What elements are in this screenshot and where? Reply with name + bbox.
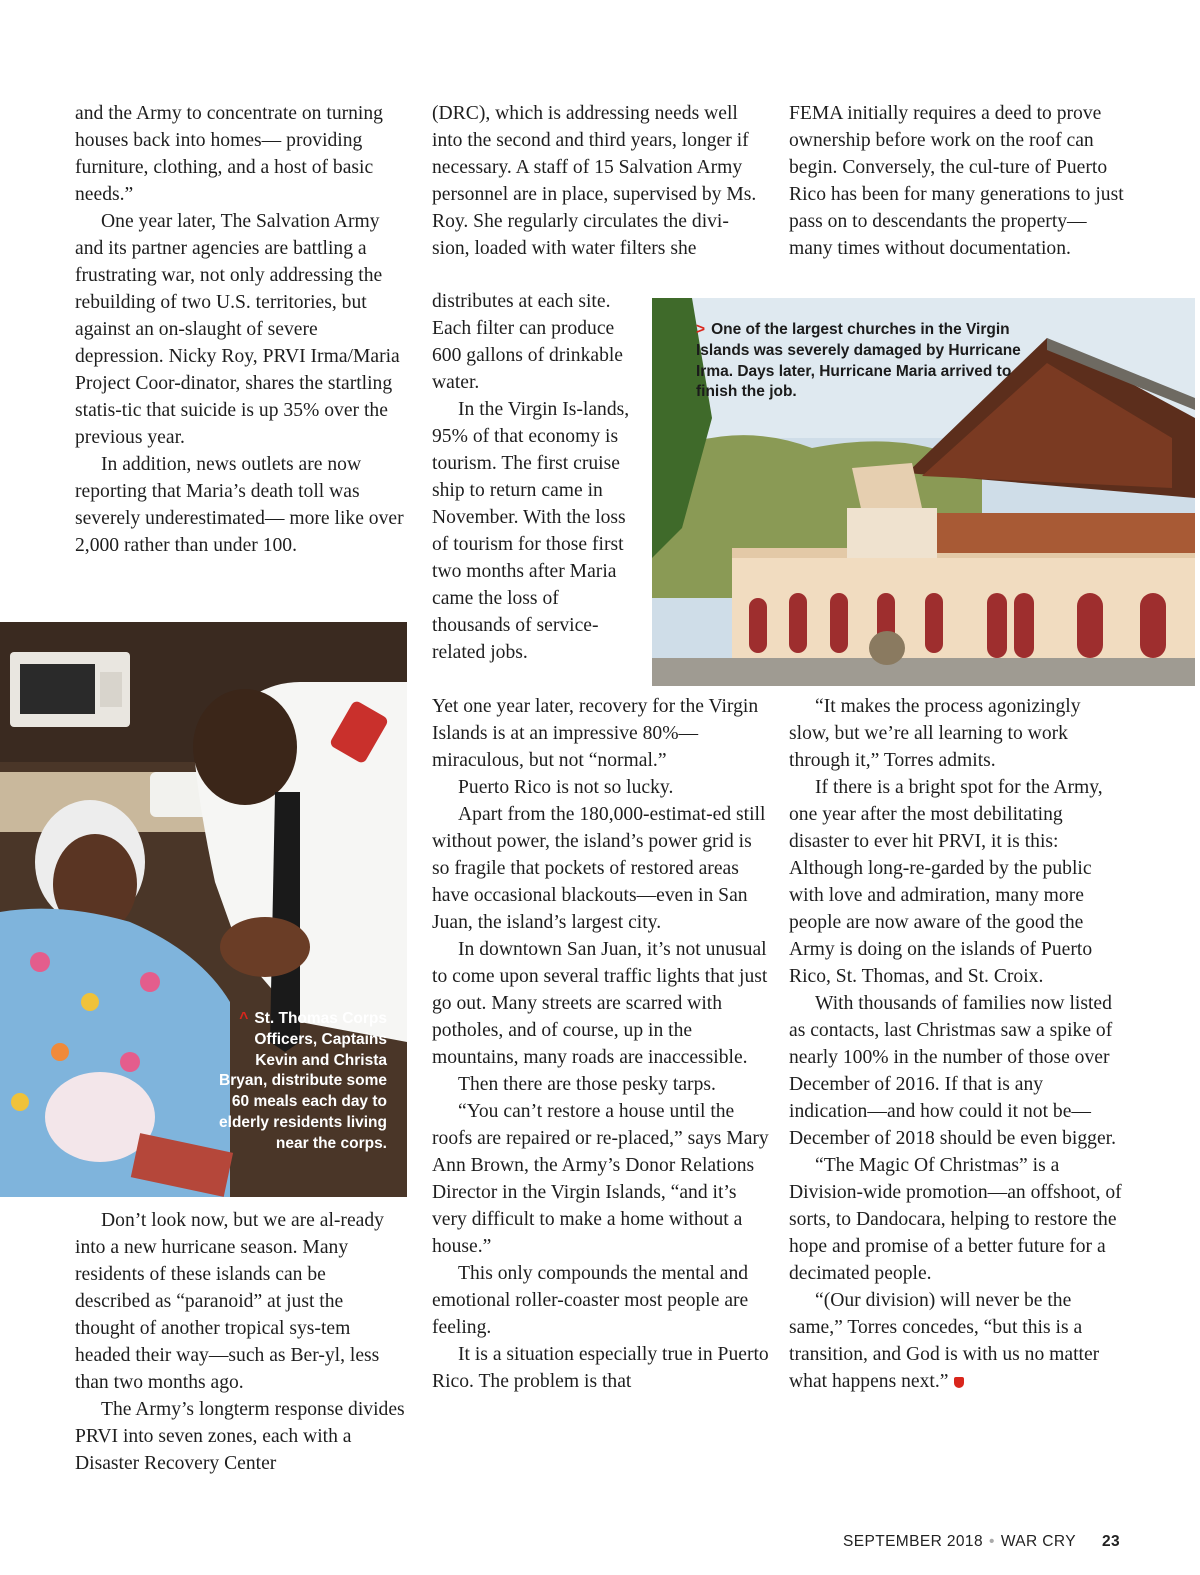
paragraph: “It makes the process agonizingly slow, but we’re all learning to work through it,” Torres admits.: [789, 696, 1081, 771]
separator-dot-icon: •: [988, 1533, 995, 1550]
paragraph: This only compounds the mental and emotional roller-coaster most people are feeling.: [432, 1263, 749, 1338]
paragraph: “You can’t restore a house until the roofs are repaired or re-placed,” says Mary Ann Brown, the Army’s Donor Relations Director in the Virgin Islands, “and it’s very difficult to make a home without a house.”: [432, 1101, 769, 1257]
paragraph: “(Our division) will never be the same,” Torres concedes, “but this is a transition, and God is with us no matter what happens next.”: [789, 1290, 1100, 1392]
paragraph: Yet one year later, recovery for the Virgin Islands is at an impressive 80%—miraculous, but not “normal.”: [432, 696, 759, 771]
paragraph: (DRC), which is addressing needs well into the second and third years, longer if necessary. A staff of 15 Salvation Army personnel are in place, supervised by Ms. Roy. She regularly circulates the divi-sion, loaded with water filters she: [432, 103, 757, 259]
paragraph: distributes at each site. Each filter can produce 600 gallons of drinkable water.: [432, 291, 624, 393]
column-1-bottom: [75, 1207, 405, 1477]
paragraph: One year later, The Salvation Army and its partner agencies are battling a frustrating war, not only addressing the rebuilding of two U.S. territories, but against an on-slaught of severe depression. Nicky Roy, PRVI Irma/Maria Project Coor-dinator, shares the startling statis-tic that suicide is up 35% over the previous year.: [75, 211, 400, 448]
column-2-bottom: [432, 693, 772, 1395]
end-mark-icon: [954, 1377, 964, 1388]
paragraph: Apart from the 180,000-estimat-ed still without power, the island’s power grid is so fragile that pockets of restored areas have occasional blackouts—even in San Juan, the island’s largest city.: [432, 804, 766, 933]
paragraph: In addition, news outlets are now reporting that Maria’s death toll was severely underestimated— more like over 2,000 rather than under 100.: [75, 454, 404, 556]
paragraph: FEMA initially requires a deed to prove ownership before work on the roof can begin. Conversely, the cul-ture of Puerto Rico has been for many generations to just pass on to descendants the property—many times without documentation.: [789, 103, 1124, 259]
page-number: 23: [1101, 1533, 1120, 1550]
paragraph: The Army’s longterm response divides PRVI into seven zones, each with a Disaster Recovery Center: [75, 1399, 405, 1474]
page-footer: [843, 1533, 1120, 1551]
paragraph: In downtown San Juan, it’s not unusual to come upon several traffic lights that just go out. Many streets are scarred with potholes, and of course, up in the mountains, many roads are inaccessible.: [432, 939, 768, 1068]
column-2-top: [432, 100, 762, 262]
church-photo-caption: > One of the largest churches in the Virgin Islands was severely damaged by Hurricane Irma. Days later, Hurricane Maria arrived to finish the job.: [696, 321, 1021, 401]
paragraph: It is a situation especially true in Puerto Rico. The problem is that: [432, 1344, 769, 1392]
paragraph: With thousands of families now listed as contacts, last Christmas saw a spike of nearly 100% in the number of those over December of 2016. If that is any indication—and how could it not be—December of 2018 should be even bigger.: [789, 993, 1117, 1149]
paragraph: If there is a bright spot for the Army, one year after the most debilitating disaster to ever hit PRVI, it is this: Although long-re-garded by the public with love and admiration, many more people are now aware of the good the Army is doing on the islands of Puerto Rico, St. Thomas, and St. Croix.: [789, 777, 1103, 987]
paragraph: and the Army to concentrate on turning houses back into homes— providing furniture, clothing, and a host of basic needs.”: [75, 103, 383, 205]
issue-date: SEPTEMBER 2018: [842, 1533, 983, 1550]
column-2-narrow: [432, 288, 637, 666]
paragraph: Then there are those pesky tarps.: [458, 1074, 716, 1095]
column-3-top: [789, 100, 1124, 262]
caption-arrow-icon: ^: [239, 1010, 249, 1027]
officer-photo-caption: ^ St. Thomas Corps Officers, Captains Kevin and Christa Bryan, distribute some 60 meals each day to elderly residents living near the corps.: [219, 1010, 387, 1152]
column-3-bottom: [789, 693, 1124, 1395]
paragraph: Don’t look now, but we are al-ready into a new hurricane season. Many residents of these islands can be described as “paranoid” at just the thought of another tropical sys-tem headed their way—such as Ber-yl, less than two months ago.: [75, 1210, 384, 1393]
caption-arrow-icon: >: [696, 321, 706, 338]
magazine-name: WAR CRY: [1000, 1533, 1076, 1550]
paragraph: “The Magic Of Christmas” is a Division-wide promotion—an offshoot, of sorts, to Dandocara, helping to restore the hope and promise of a better future for a decimated people.: [789, 1155, 1122, 1284]
column-1-top: [75, 100, 405, 559]
paragraph: In the Virgin Is-lands, 95% of that economy is tourism. The first cruise ship to return came in November. With the loss of tourism for those first two months after Maria came the loss of thousands of service-related jobs.: [432, 399, 630, 663]
paragraph: Puerto Rico is not so lucky.: [458, 777, 674, 798]
